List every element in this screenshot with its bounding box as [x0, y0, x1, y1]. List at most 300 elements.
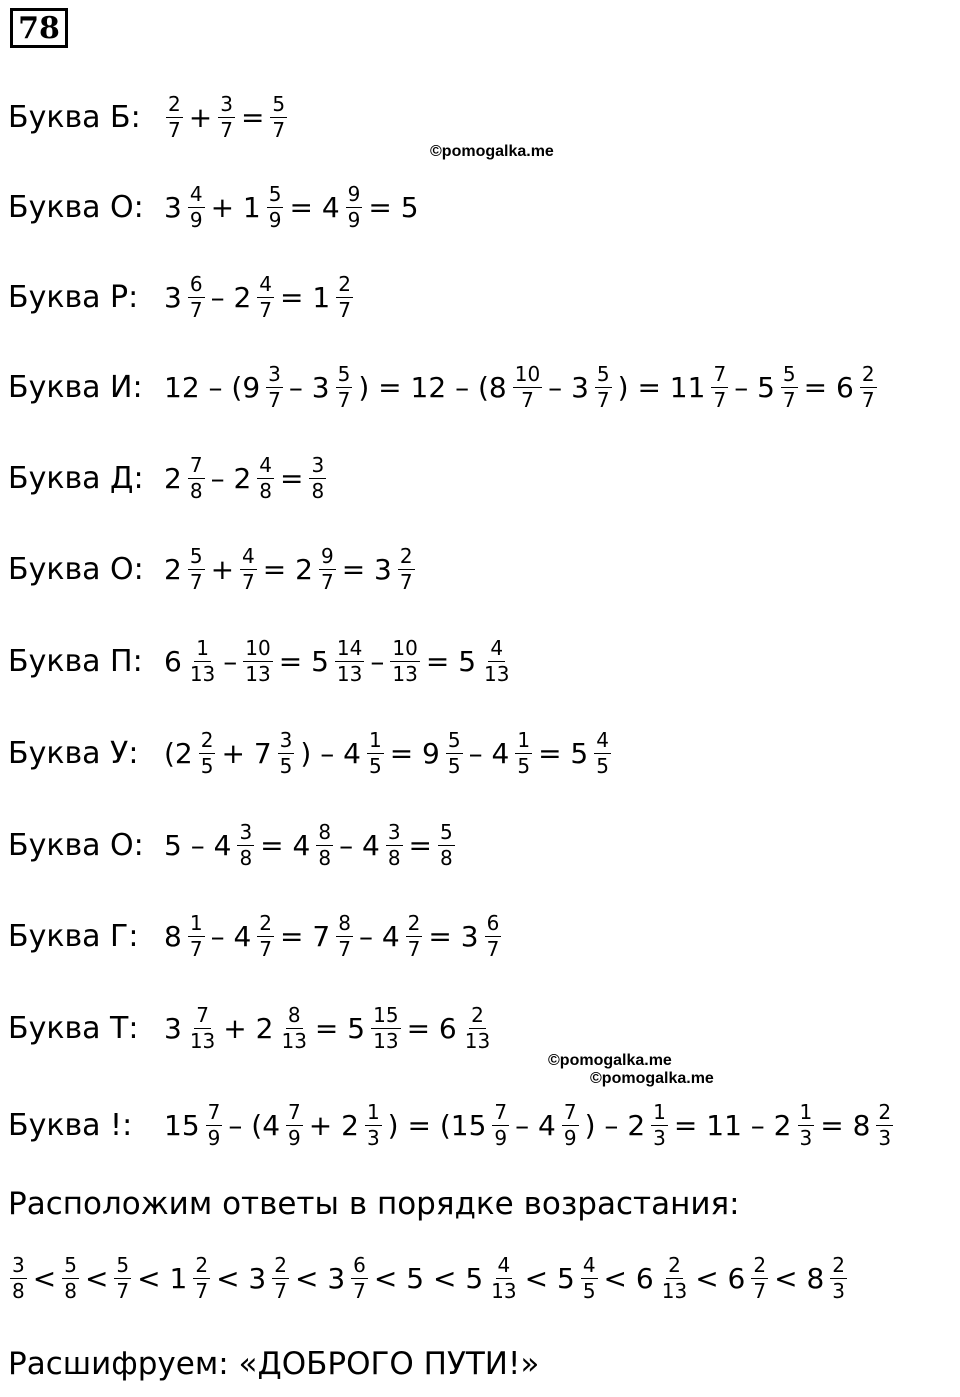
fraction: [751, 1255, 768, 1302]
expression-text: ) = 11: [617, 370, 706, 404]
denominator: 7: [486, 936, 500, 961]
expression-text: 8: [164, 919, 182, 953]
fraction: [188, 452, 205, 503]
solution-line: [8, 443, 330, 513]
numerator: 1: [366, 1099, 380, 1124]
denominator: 7: [753, 1279, 767, 1303]
letter-label: Буква Т:: [8, 1010, 139, 1046]
denominator: 9: [207, 1125, 221, 1150]
numerator: 7: [494, 1099, 508, 1124]
denominator: 13: [373, 1028, 399, 1053]
denominator: 7: [242, 569, 255, 594]
numerator: 7: [713, 361, 727, 386]
denominator: 5: [447, 753, 461, 778]
expression-text: – 3: [288, 370, 330, 404]
fraction: [876, 1099, 893, 1150]
expression-text: 3: [164, 190, 182, 224]
expression: [162, 910, 505, 961]
numerator: 1: [368, 727, 382, 752]
letter-label: Буква Р:: [8, 279, 139, 315]
expression-text: = 5: [314, 1011, 366, 1045]
fraction: [515, 727, 532, 778]
expression-text: –: [370, 644, 385, 678]
expression-text: = 1: [280, 280, 331, 314]
solution-line: [8, 82, 291, 152]
denominator: 7: [407, 936, 421, 961]
fraction: [711, 361, 728, 412]
denominator: 7: [521, 387, 534, 412]
numerator: 4: [189, 181, 203, 206]
fraction: [114, 1255, 131, 1302]
denominator: 5: [279, 753, 293, 778]
expression-text: =: [408, 828, 433, 862]
problem-number: 78: [10, 8, 68, 48]
expression-text: = 5: [538, 736, 589, 770]
numerator: 3: [311, 452, 325, 477]
expression-text: 12 – (9: [164, 370, 261, 404]
fraction: [10, 1255, 27, 1302]
expression-text: < 5: [524, 1262, 575, 1295]
fraction: [257, 271, 274, 322]
fraction: [365, 1099, 382, 1150]
letter-label: Буква О:: [8, 551, 144, 587]
fraction: [206, 1099, 223, 1150]
denominator: 3: [832, 1279, 846, 1303]
numerator: 2: [168, 91, 181, 116]
expression: [162, 635, 515, 686]
fraction: [485, 910, 502, 961]
letter-label: Буква !:: [8, 1107, 133, 1143]
solution-line: [8, 1090, 897, 1160]
fraction: [278, 727, 295, 778]
expression-text: 15: [164, 1108, 200, 1142]
denominator: 9: [494, 1125, 508, 1150]
fraction: [267, 181, 284, 232]
expression-text: = 11 – 2: [673, 1108, 792, 1142]
fraction: [406, 910, 423, 961]
fraction: [463, 1002, 492, 1053]
denominator: 8: [239, 845, 253, 870]
expression: [162, 452, 330, 503]
fraction: [398, 543, 415, 594]
solution-line: [8, 810, 459, 880]
numerator: 15: [373, 1002, 399, 1027]
expression-text: 2: [164, 461, 182, 495]
fraction: [188, 271, 205, 322]
expression: [162, 181, 421, 232]
expression-text: < 8: [774, 1262, 825, 1295]
denominator: 13: [491, 1279, 517, 1303]
expression-text: = 5: [368, 190, 419, 224]
numerator: 5: [440, 819, 453, 844]
fraction: [336, 271, 353, 322]
expression-text: < 3: [216, 1262, 267, 1295]
fraction: [319, 543, 336, 594]
numerator: 4: [582, 1253, 596, 1277]
fraction: [279, 1002, 308, 1053]
numerator: 2: [338, 271, 351, 296]
fraction: [188, 181, 205, 232]
expression-text: – 4: [515, 1108, 556, 1142]
numerator: 5: [189, 543, 203, 568]
fraction: [660, 1255, 689, 1302]
solution-line: [8, 718, 615, 788]
expression-text: ) = 12 – (8: [358, 370, 507, 404]
fraction: [336, 361, 353, 412]
denominator: 13: [281, 1028, 307, 1053]
watermark: ©pomogalka.me: [590, 1070, 714, 1087]
denominator: 7: [861, 387, 875, 412]
numerator: 9: [320, 543, 334, 568]
expression-text: – 4: [210, 919, 252, 953]
denominator: 9: [288, 1125, 301, 1150]
fraction: [193, 1255, 210, 1302]
numerator: 9: [347, 181, 361, 206]
expression: [162, 727, 615, 778]
fraction: [218, 91, 235, 142]
numerator: 1: [653, 1099, 666, 1124]
denominator: 7: [338, 297, 351, 322]
numerator: 6: [486, 910, 500, 935]
solution-line: [8, 172, 421, 242]
letter-label: Буква У:: [8, 735, 139, 771]
order-expression: [6, 1255, 851, 1302]
fraction: [62, 1255, 79, 1302]
numerator: 2: [407, 910, 421, 935]
denominator: 3: [366, 1125, 380, 1150]
expression-text: – 2: [210, 461, 252, 495]
fraction: [438, 819, 455, 870]
numerator: 5: [447, 727, 461, 752]
fraction: [237, 819, 254, 870]
expression-text: <: [32, 1262, 57, 1295]
watermark: ©pomogalka.me: [430, 143, 554, 160]
numerator: 5: [337, 361, 351, 386]
denominator: 5: [517, 753, 531, 778]
fraction: [188, 910, 205, 961]
letter-label: Буква П:: [8, 643, 143, 679]
denominator: 7: [399, 569, 413, 594]
denominator: 9: [268, 207, 282, 232]
denominator: 13: [464, 1028, 491, 1053]
numerator: 7: [207, 1099, 221, 1124]
expression-text: <: [84, 1262, 109, 1295]
fraction: [243, 635, 272, 686]
fraction: [594, 727, 611, 778]
denominator: 3: [653, 1125, 666, 1150]
fraction: [798, 1099, 815, 1150]
expression: [162, 91, 291, 142]
denominator: 3: [799, 1125, 813, 1150]
answer-text: Расшифруем: «ДОБРОГО ПУТИ!»: [8, 1346, 540, 1382]
numerator: 5: [116, 1253, 130, 1277]
fraction: [367, 727, 384, 778]
fraction: [166, 91, 183, 142]
expression-text: = 2: [262, 552, 313, 586]
fraction: [266, 361, 283, 412]
letter-label: Буква Г:: [8, 918, 139, 954]
fraction: [272, 1255, 289, 1302]
fraction: [270, 91, 287, 142]
fraction: [286, 1099, 303, 1150]
denominator: 7: [189, 936, 203, 961]
numerator: 3: [12, 1253, 25, 1277]
numerator: 3: [279, 727, 293, 752]
solution-line: [8, 993, 496, 1063]
numerator: 2: [878, 1099, 892, 1124]
denominator: 8: [318, 845, 332, 870]
denominator: 7: [195, 1279, 209, 1303]
numerator: 8: [287, 1002, 301, 1027]
expression: [162, 819, 459, 870]
denominator: 13: [392, 661, 418, 686]
expression-text: = 6: [406, 1011, 457, 1045]
watermark: ©pomogalka.me: [548, 1052, 672, 1069]
numerator: 4: [259, 452, 273, 477]
fraction: [257, 452, 274, 503]
numerator: 7: [196, 1002, 209, 1027]
denominator: 7: [274, 1279, 287, 1303]
fraction: [240, 543, 257, 594]
letter-label: Буква О:: [8, 827, 144, 863]
denominator: 7: [259, 936, 273, 961]
numerator: 2: [200, 727, 214, 752]
expression-text: + 2: [223, 1011, 274, 1045]
numerator: 2: [668, 1253, 681, 1277]
expression-text: – 4: [358, 919, 400, 953]
denominator: 7: [272, 117, 286, 142]
fraction: [489, 1255, 518, 1302]
expression-text: + 1: [210, 190, 261, 224]
denominator: 13: [189, 661, 216, 686]
numerator: 10: [514, 361, 541, 386]
denominator: 8: [311, 478, 325, 503]
letter-label: Буква Б:: [8, 99, 141, 135]
fraction: [386, 819, 403, 870]
denominator: 5: [596, 753, 609, 778]
expression: [162, 361, 881, 412]
expression-text: = 3: [428, 919, 479, 953]
solution-line: [8, 352, 881, 422]
numerator: 5: [64, 1253, 77, 1277]
expression: [162, 1099, 897, 1150]
numerator: 2: [399, 543, 413, 568]
letter-label: Буква И:: [8, 369, 143, 405]
denominator: 7: [353, 1279, 366, 1303]
numerator: 3: [268, 361, 281, 386]
fraction: [257, 910, 274, 961]
expression-text: < 6: [695, 1262, 746, 1295]
numerator: 7: [288, 1099, 301, 1124]
expression-text: < 5 < 5: [373, 1262, 484, 1295]
expression-text: + 7: [221, 736, 272, 770]
denominator: 3: [878, 1125, 892, 1150]
fraction: [199, 727, 216, 778]
numerator: 6: [353, 1253, 366, 1277]
numerator: 3: [387, 819, 401, 844]
expression-text: + 2: [308, 1108, 359, 1142]
expression-text: – 3: [548, 370, 589, 404]
fraction: [188, 1002, 217, 1053]
denominator: 9: [189, 207, 203, 232]
fraction: [335, 635, 364, 686]
denominator: 8: [12, 1279, 25, 1303]
fraction: [336, 910, 353, 961]
numerator: 1: [196, 635, 209, 660]
denominator: 13: [661, 1279, 688, 1303]
numerator: 5: [596, 361, 610, 386]
fraction: [390, 635, 419, 686]
letter-label: Буква О:: [8, 189, 144, 225]
denominator: 7: [596, 387, 610, 412]
denominator: 7: [782, 387, 796, 412]
denominator: 7: [116, 1279, 130, 1303]
expression-text: 2: [164, 552, 182, 586]
letter-label: Буква Д:: [8, 460, 144, 496]
expression-text: ) – 2: [584, 1108, 646, 1142]
denominator: 5: [582, 1279, 596, 1303]
denominator: 13: [189, 1028, 216, 1053]
expression-text: = 9: [389, 736, 440, 770]
numerator: 2: [861, 361, 875, 386]
denominator: 7: [189, 297, 203, 322]
numerator: 8: [338, 910, 351, 935]
numerator: 8: [318, 819, 332, 844]
fraction: [309, 452, 326, 503]
denominator: 7: [189, 569, 203, 594]
fraction: [513, 361, 542, 412]
fraction: [860, 361, 877, 412]
denominator: 7: [713, 387, 727, 412]
denominator: 7: [320, 569, 334, 594]
expression-text: = 4: [289, 190, 340, 224]
numerator: 4: [497, 1253, 511, 1277]
fraction: [188, 543, 205, 594]
expression-text: – 2: [210, 280, 252, 314]
denominator: 7: [268, 387, 281, 412]
denominator: 9: [563, 1125, 577, 1150]
expression-text: < 3: [294, 1262, 346, 1295]
denominator: 8: [64, 1279, 77, 1303]
numerator: 7: [563, 1099, 577, 1124]
fraction: [830, 1255, 847, 1302]
numerator: 1: [799, 1099, 813, 1124]
numerator: 2: [274, 1253, 287, 1277]
fraction: [316, 819, 333, 870]
numerator: 7: [189, 452, 203, 477]
fraction: [492, 1099, 509, 1150]
fraction: [581, 1255, 598, 1302]
denominator: 5: [368, 753, 382, 778]
denominator: 5: [200, 753, 214, 778]
numerator: 1: [189, 910, 203, 935]
denominator: 7: [168, 117, 181, 142]
fraction: [595, 361, 612, 412]
expression-text: < 6: [603, 1262, 654, 1295]
numerator: 2: [259, 910, 273, 935]
order-heading: Расположим ответы в порядке возрастания:: [8, 1186, 740, 1222]
expression-text: 3: [164, 1011, 182, 1045]
numerator: 5: [272, 91, 286, 116]
numerator: 4: [242, 543, 255, 568]
fraction: [562, 1099, 579, 1150]
expression-text: – (4: [228, 1108, 281, 1142]
expression-text: 3: [164, 280, 182, 314]
fraction: [371, 1002, 400, 1053]
expression-text: –: [223, 644, 238, 678]
numerator: 1: [517, 727, 531, 752]
denominator: 8: [259, 478, 273, 503]
solution-line: [8, 534, 419, 604]
denominator: 9: [347, 207, 361, 232]
expression-text: (2: [164, 736, 193, 770]
numerator: 10: [392, 635, 418, 660]
fraction: [781, 361, 798, 412]
fraction: [651, 1099, 668, 1150]
numerator: 14: [336, 635, 363, 660]
solution-line: [8, 901, 505, 971]
numerator: 4: [490, 635, 504, 660]
denominator: 13: [245, 661, 271, 686]
fraction: [482, 635, 511, 686]
numerator: 3: [220, 91, 233, 116]
denominator: 7: [338, 936, 351, 961]
expression-text: = 8: [820, 1108, 871, 1142]
fraction: [188, 635, 217, 686]
denominator: 8: [189, 478, 203, 503]
numerator: 4: [596, 727, 609, 752]
expression-text: 6: [164, 644, 182, 678]
denominator: 13: [336, 661, 363, 686]
numerator: 5: [268, 181, 282, 206]
expression-text: ) = (15: [387, 1108, 487, 1142]
numerator: 4: [259, 271, 273, 296]
expression-text: =: [240, 100, 265, 134]
expression: [162, 271, 357, 322]
numerator: 3: [239, 819, 253, 844]
expression: [162, 1002, 496, 1053]
expression-text: = 6: [803, 370, 854, 404]
expression: [162, 543, 419, 594]
numerator: 2: [832, 1253, 846, 1277]
denominator: 13: [484, 661, 510, 686]
numerator: 10: [245, 635, 271, 660]
fraction: [346, 181, 363, 232]
expression-text: – 4: [339, 828, 380, 862]
solution-line: [8, 626, 515, 696]
expression-text: – 4: [468, 736, 510, 770]
denominator: 8: [387, 845, 401, 870]
expression-text: = 3: [341, 552, 392, 586]
numerator: 2: [195, 1253, 209, 1277]
expression-text: +: [188, 100, 213, 134]
expression-text: =: [280, 461, 304, 495]
numerator: 2: [753, 1253, 767, 1277]
denominator: 7: [259, 297, 273, 322]
expression-text: 5 – 4: [164, 828, 232, 862]
expression-text: +: [210, 552, 235, 586]
denominator: 8: [440, 845, 453, 870]
expression-text: = 7: [280, 919, 331, 953]
numerator: 2: [471, 1002, 484, 1027]
fraction: [446, 727, 463, 778]
solution-line: [8, 262, 357, 332]
expression-text: = 5: [278, 644, 329, 678]
expression-text: ) – 4: [300, 736, 361, 770]
denominator: 7: [220, 117, 233, 142]
numerator: 6: [189, 271, 203, 296]
numerator: 5: [782, 361, 796, 386]
